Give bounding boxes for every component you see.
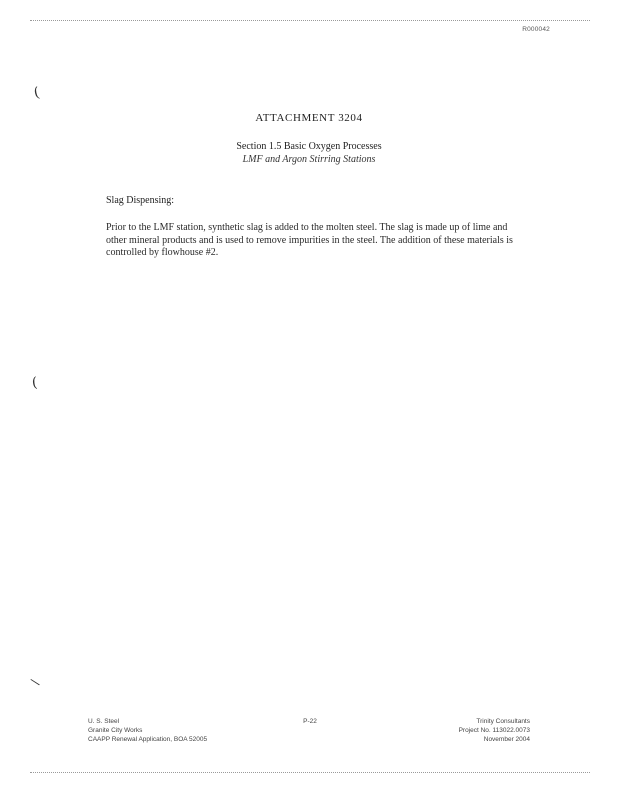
footer-date: November 2004 xyxy=(483,736,530,743)
document-id: R000042 xyxy=(522,26,550,33)
scan-edge-bottom xyxy=(30,772,590,773)
body-paragraph: Prior to the LMF station, synthetic slag is added to the molten steel. The slag is made up of lime and other mineral products and is used to remove impurities in the steel. The addition of these materials is controlled by flowhouse #2. xyxy=(106,222,513,259)
section-subtitle: LMF and Argon Stirring Stations xyxy=(242,154,376,165)
footer-consultant: Trinity Consultants xyxy=(476,718,530,725)
scan-edge-top xyxy=(30,20,590,21)
attachment-title: ATTACHMENT 3204 xyxy=(255,112,363,124)
punch-hole-mark-bottom: \ xyxy=(28,675,42,689)
punch-hole-mark-middle: ( xyxy=(31,374,39,392)
section-heading: Slag Dispensing: xyxy=(106,195,175,206)
footer-left xyxy=(88,717,288,744)
footer-project-number: Project No. 113022.0073 xyxy=(458,727,530,734)
page-number: P-22 xyxy=(303,718,317,725)
section-title: Section 1.5 Basic Oxygen Processes xyxy=(236,141,382,152)
footer-company: U. S. Steel xyxy=(88,718,120,725)
footer-page-number xyxy=(290,717,330,726)
footer-facility: Granite City Works xyxy=(88,727,143,734)
punch-hole-mark-top: ( xyxy=(32,84,42,102)
footer-right xyxy=(400,717,530,744)
footer-application: CAAPP Renewal Application, BOA 52005 xyxy=(88,736,208,743)
